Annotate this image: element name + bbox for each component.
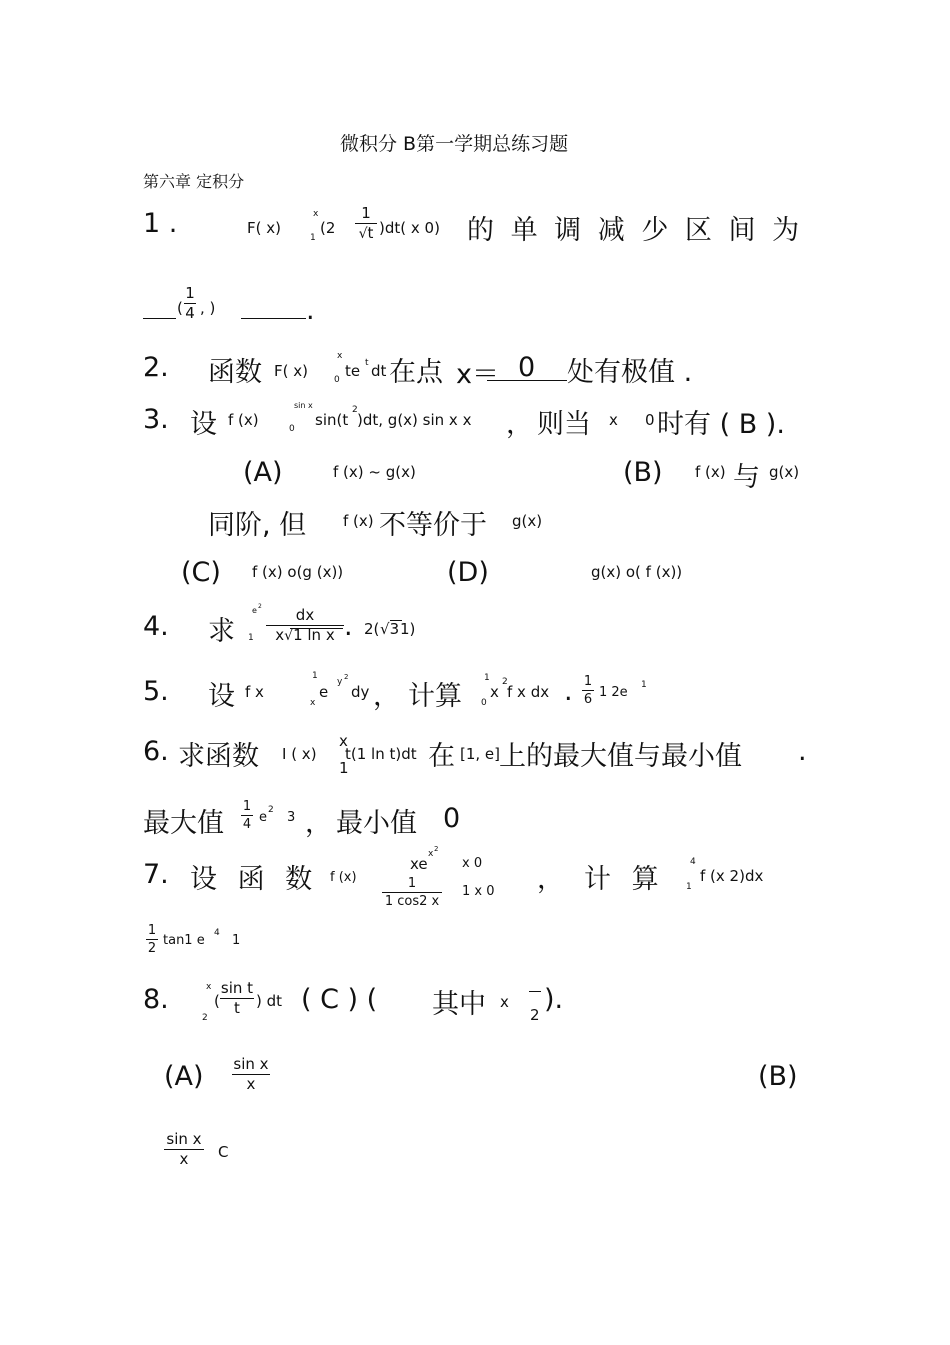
option-d-label: (D): [447, 557, 489, 588]
integral-upper-limit: x: [339, 732, 348, 750]
integrand-open: (: [214, 992, 220, 1010]
fraction-denominator: 4: [242, 817, 252, 832]
integrand-tail: )dt( x 0): [379, 219, 440, 237]
integral-lower-limit: 1: [248, 633, 254, 643]
question-text: 的 单 调 减 少 区 间 为: [467, 215, 804, 246]
question-text: 设 函 数: [190, 864, 319, 895]
fraction-denominator: x: [179, 1150, 189, 1168]
answer: tan1 e: [163, 933, 205, 948]
integral-upper-limit: e: [252, 606, 257, 615]
integral-upper-limit: 4: [690, 857, 696, 867]
option-b-label: (B): [623, 457, 663, 488]
integral-upper-limit: 1: [312, 671, 318, 681]
answer-fraction: [146, 924, 158, 955]
question-text: 计算: [408, 681, 462, 712]
answer-blank-left: [143, 318, 176, 319]
integral-lower-limit: 0: [481, 698, 487, 708]
exponent: 2: [268, 805, 274, 815]
question-text: 处有极值 .: [567, 357, 693, 388]
option-b-fraction: [164, 1132, 204, 1167]
integral-lower-limit: 0: [334, 375, 340, 385]
integral-upper-limit: x: [206, 982, 212, 992]
fraction-numerator: dx: [295, 606, 315, 624]
period: .: [344, 611, 353, 642]
option-a-fraction: [232, 1057, 270, 1092]
question-text: 则当: [537, 409, 591, 440]
answer-open: (: [177, 299, 183, 317]
variable: x: [500, 993, 509, 1011]
integrand: sin(t: [315, 411, 349, 429]
differential: dt: [371, 362, 387, 380]
exponent: 2: [344, 673, 349, 681]
question-text: 函数: [208, 357, 262, 388]
integral-upper-limit: 1: [484, 673, 490, 683]
function-label: f (x): [330, 870, 357, 885]
exponent: 2: [258, 603, 262, 610]
fraction: [266, 608, 344, 643]
option-b-expr: g(x): [769, 463, 800, 481]
function-label: I ( x): [282, 745, 317, 763]
integrand: te: [345, 362, 361, 380]
option-a-label: (A): [243, 457, 283, 488]
integral-lower-limit: x: [310, 698, 316, 708]
answer: 2(: [364, 620, 380, 638]
option-c-label: (C): [181, 557, 221, 588]
question-number: 6.: [143, 736, 169, 767]
question-number: 7.: [143, 859, 169, 890]
exponent: y: [337, 677, 343, 687]
max-value: 3: [287, 810, 296, 825]
close-paren: ).: [544, 984, 564, 1015]
option-b-expr: f (x): [695, 463, 726, 481]
integrand: e: [319, 683, 329, 701]
fraction-numerator: sin t: [220, 979, 254, 997]
integrand-tail: ) dt: [256, 992, 283, 1010]
integral-lower-limit: 0: [289, 424, 295, 434]
fraction-numerator: sin x: [233, 1055, 269, 1073]
fraction-numerator: sin x: [166, 1130, 202, 1148]
fraction-denominator: √t: [358, 224, 374, 242]
answer-root: √3: [380, 620, 400, 638]
max-value: e: [259, 810, 267, 825]
exponent: 2: [352, 405, 358, 415]
max-fraction: [241, 800, 253, 831]
fraction-numerator: 1: [361, 204, 371, 222]
function-label: F( x): [274, 362, 308, 380]
period: .: [306, 295, 315, 326]
pi-fraction-bar: [529, 991, 541, 992]
question-number: 3.: [143, 404, 169, 435]
exponent: 2: [502, 677, 508, 687]
option-b-expr: f (x): [343, 512, 374, 530]
option-b-text: 与: [733, 462, 760, 493]
sqrt-overline: [290, 628, 343, 629]
differential: dy: [351, 683, 370, 701]
integral-lower-limit: 1: [310, 233, 316, 243]
exponent: x: [428, 849, 434, 859]
period: .: [564, 676, 573, 707]
expression: )dt, g(x) sin x x: [357, 411, 472, 429]
pi-fraction-denominator: 2: [530, 1006, 540, 1024]
period: .: [798, 736, 807, 767]
comma: ，: [305, 808, 332, 839]
exponent: 1: [641, 680, 647, 690]
question-number: 4.: [143, 611, 169, 642]
max-label: 最大值: [143, 808, 224, 839]
comma: ，: [373, 681, 400, 712]
question-number: 2.: [143, 352, 169, 383]
option-c: f (x) o(g (x)): [252, 563, 344, 581]
piece-top: xe: [410, 855, 428, 873]
question-text: 求函数: [178, 741, 259, 772]
integrand-open: (2: [320, 219, 336, 237]
fraction-numerator: 1: [583, 674, 593, 689]
question-text: 在点: [389, 357, 443, 388]
min-label: 最小值: [336, 808, 417, 839]
question-text: 在: [428, 741, 455, 772]
integral-upper-limit: x: [337, 351, 343, 361]
fraction-denominator: 2: [147, 941, 157, 956]
fraction-denominator: 1 cos2 x: [384, 894, 440, 909]
integrand: x: [490, 683, 499, 701]
exponent: t: [365, 358, 369, 368]
question-text: 时有 ( B ).: [657, 409, 785, 440]
fraction-numerator: 1: [147, 923, 157, 938]
answer-tail: 1): [400, 620, 416, 638]
option-b-label: (B): [758, 1061, 798, 1092]
integral-lower-limit: 1: [339, 759, 349, 777]
answer: 1: [232, 933, 241, 948]
question-text: 求: [208, 616, 235, 647]
answer: 0: [518, 352, 536, 383]
question-number: 1 .: [143, 208, 178, 239]
limit-value: 0: [645, 411, 655, 429]
fraction-denominator: x: [246, 1075, 256, 1093]
fraction-denominator: 4: [185, 304, 195, 322]
integral-upper-limit: x: [313, 209, 319, 219]
sqrt-radicand: 1 ln x: [293, 626, 335, 644]
function-label: f x: [245, 683, 264, 701]
fraction-denominator: 6: [583, 692, 593, 707]
chapter-heading: 第六章 定积分: [143, 172, 245, 191]
min-value: 0: [443, 803, 461, 834]
fraction-numerator: 1: [242, 799, 252, 814]
interval: [1, e]: [460, 745, 501, 763]
answer-blank-right: [241, 318, 306, 319]
sqrt-radicand: 3: [389, 620, 400, 638]
comma: ，: [537, 864, 564, 895]
question-text: 设: [190, 409, 217, 440]
piece-bottom-fraction: [382, 877, 442, 908]
fraction: [220, 981, 254, 1016]
question-text: 上的最大值与最小值: [499, 741, 742, 772]
function-label: F( x): [247, 219, 281, 237]
question-text: 计 算: [584, 864, 665, 895]
question-number: 5.: [143, 676, 169, 707]
integrand: t(1 ln t)dt: [345, 745, 417, 763]
option-b-constant: C: [218, 1143, 229, 1161]
answer-fraction: [582, 675, 594, 706]
option-b-text: 同阶, 但: [208, 510, 307, 541]
denominator-factor: x: [275, 626, 285, 644]
variable-eq: x＝: [456, 359, 499, 390]
fraction-numerator: 1: [185, 284, 195, 302]
question-text: 设: [208, 681, 235, 712]
answer: ( C ) (: [301, 984, 378, 1015]
option-a-label: (A): [164, 1061, 204, 1092]
variable: x: [609, 411, 618, 429]
fraction-numerator: 1: [407, 876, 417, 891]
integral-lower-limit: 1: [686, 882, 692, 892]
option-a: f (x) ~ g(x): [333, 463, 416, 481]
answer: 1 2e: [599, 685, 628, 700]
option-b-expr: g(x): [512, 512, 543, 530]
fraction: [355, 206, 377, 241]
function-label: f (x): [228, 411, 259, 429]
integrand: f x dx: [507, 683, 550, 701]
page-title: 微积分 B第一学期总练习题: [340, 133, 569, 155]
sqrt-radicand: t: [367, 224, 374, 242]
question-text: 其中: [432, 989, 486, 1020]
fraction-denominator: x√1 ln x: [275, 626, 335, 644]
integral-upper-limit: sin x: [294, 401, 313, 410]
answer-fraction: [184, 286, 196, 321]
fraction-denominator: t: [234, 999, 240, 1017]
option-d: g(x) o( f (x)): [591, 563, 683, 581]
piece-top-condition: x 0: [462, 856, 483, 871]
answer-close: , ): [200, 299, 216, 317]
comma: ，: [506, 409, 533, 440]
option-b-text: 不等价于: [379, 510, 487, 541]
integral-lower-limit: 2: [202, 1013, 208, 1023]
question-number: 8.: [143, 984, 169, 1015]
exponent: 2: [434, 845, 439, 853]
integrand: f (x 2)dx: [700, 867, 764, 885]
exponent: 4: [214, 928, 220, 938]
piece-bottom-condition: 1 x 0: [462, 884, 495, 899]
